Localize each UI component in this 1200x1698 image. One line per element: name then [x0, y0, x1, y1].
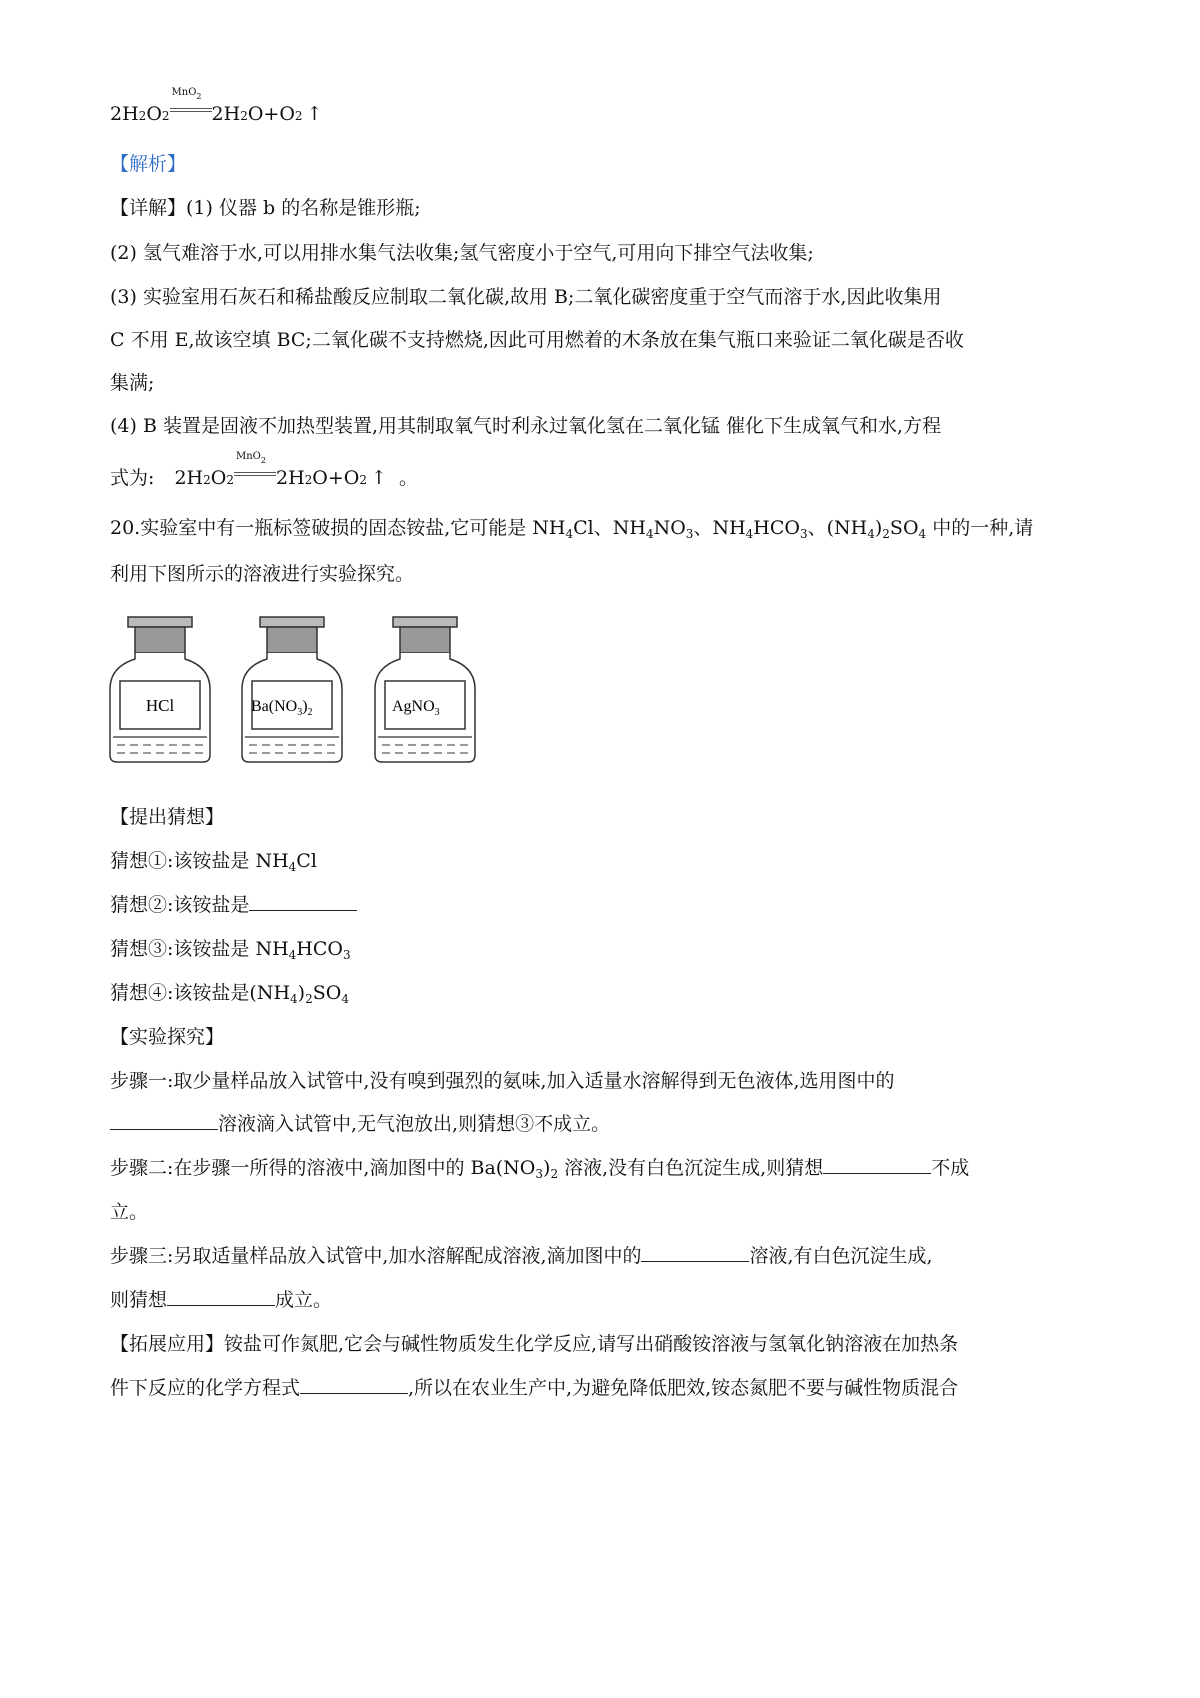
up-arrow-icon: ↑	[371, 467, 387, 489]
extension-line-1: 【拓展应用】铵盐可作氮肥,它会与碱性物质发生化学反应,请写出硝酸铵溶液与氢氧化钠溶液在加热条	[110, 1333, 959, 1355]
bottle-label-hcl: HCl	[145, 696, 175, 715]
eq-term: O	[146, 103, 162, 125]
eq-term: O+O	[247, 103, 295, 125]
step-1-line-2: 溶液滴入试管中,无气泡放出,则猜想③不成立。	[110, 1110, 610, 1138]
detail-line-4a: (4) B 装置是固液不加热型装置,用其制取氧气时利永过氧化氢在二氧化锰 催化下生成氧气和水,方程	[110, 415, 942, 437]
step-2-line-1: 步骤二:在步骤一所得的溶液中,滴加图中的 $Ba(NO_3)_2$ 溶液,没有白色沉淀生成,则猜想 不成	[110, 1157, 970, 1181]
detail-line-3a: (3) 实验室用石灰石和稀盐酸反应制取二氧化碳,故用 B;二氧化碳密度重于空气而溶于水,因此收集用	[110, 286, 942, 308]
guess-3: 猜想③:该铵盐是 $NH_4HCO_3$	[110, 938, 351, 962]
bottle-agno3	[375, 617, 475, 762]
detail-line-2: (2) 氢气难溶于水,可以用排水集气法收集;氢气密度小于空气,可用向下排空气法收集;	[110, 242, 814, 264]
guess-heading: 【提出猜想】	[110, 806, 225, 828]
detail-line-1: 【详解】(1) 仪器 b 的名称是锥形瓶;	[110, 197, 421, 219]
guess-4: 猜想④:该铵盐是$(NH_4)_2SO_4$	[110, 982, 349, 1006]
question-20-line-2: 利用下图所示的溶液进行实验探究。	[110, 563, 415, 585]
eq-term: 2H	[211, 103, 241, 125]
eq-term: 2H	[110, 103, 139, 125]
detail-line-3b: C 不用 E,故该空填 BC;二氧化碳不支持燃烧,因此可用燃着的木条放在集气瓶口来验证二氧化碳是否收	[110, 329, 964, 351]
step-3-line-2: 则猜想 成立。	[110, 1289, 333, 1311]
bottle-label-ba-no3-2: $Ba(NO_3)_2$	[251, 698, 313, 718]
answer-blank[interactable]	[167, 1287, 275, 1306]
step-3-line-1: 步骤三:另取适量样品放入试管中,加水溶解配成溶液,滴加图中的 溶液,有白色沉淀生成,	[110, 1245, 933, 1267]
equation-h2o2-decomposition: 2H 2 O 2 MnO$_2$ 2H 2 O+O 2 ↑	[110, 100, 322, 128]
up-arrow-icon: ↑	[306, 103, 323, 125]
guess-2: 猜想②:该铵盐是	[110, 891, 357, 919]
detail-line-4b: 式为: 2H 2 O 2 MnO$_2$ 2H 2 O+O 2 ↑ 。	[110, 464, 418, 492]
reaction-condition: MnO$_2$	[170, 100, 212, 120]
extension-line-2: 件下反应的化学方程式 ,所以在农业生产中,为避免降低肥效,铵态氮肥不要与碱性物质混合	[110, 1377, 959, 1399]
answer-blank[interactable]	[641, 1243, 749, 1262]
detail-line-3c: 集满;	[110, 372, 155, 394]
bottle-ba-no3-2	[242, 617, 342, 762]
guess-1: 猜想①:该铵盐是 $NH_4Cl$	[110, 850, 317, 874]
answer-blank[interactable]	[300, 1375, 408, 1394]
answer-blank[interactable]	[249, 892, 357, 911]
jiexi-heading: 【解析】	[110, 153, 187, 175]
bottle-label-agno3: AgNO$_3$	[392, 698, 440, 718]
step-2-line-2: 立。	[110, 1201, 149, 1223]
answer-blank[interactable]	[823, 1155, 931, 1174]
step-1-line-1: 步骤一:取少量样品放入试管中,没有嗅到强烈的氨味,加入适量水溶解得到无色液体,选用图中的	[110, 1070, 895, 1092]
reagent-bottles-figure	[105, 615, 485, 775]
experiment-heading: 【实验探究】	[110, 1026, 225, 1048]
question-20-line-1: 20.实验室中有一瓶标签破损的固态铵盐,它可能是 $NH_4Cl$、$NH_4NO_3$、$NH_4HCO_3$、$(NH_4)_2SO_4$ 中的一种,请	[110, 517, 1034, 541]
bottle-hcl	[110, 617, 210, 762]
reaction-condition: MnO$_2$	[234, 464, 276, 484]
answer-blank[interactable]	[110, 1111, 218, 1130]
